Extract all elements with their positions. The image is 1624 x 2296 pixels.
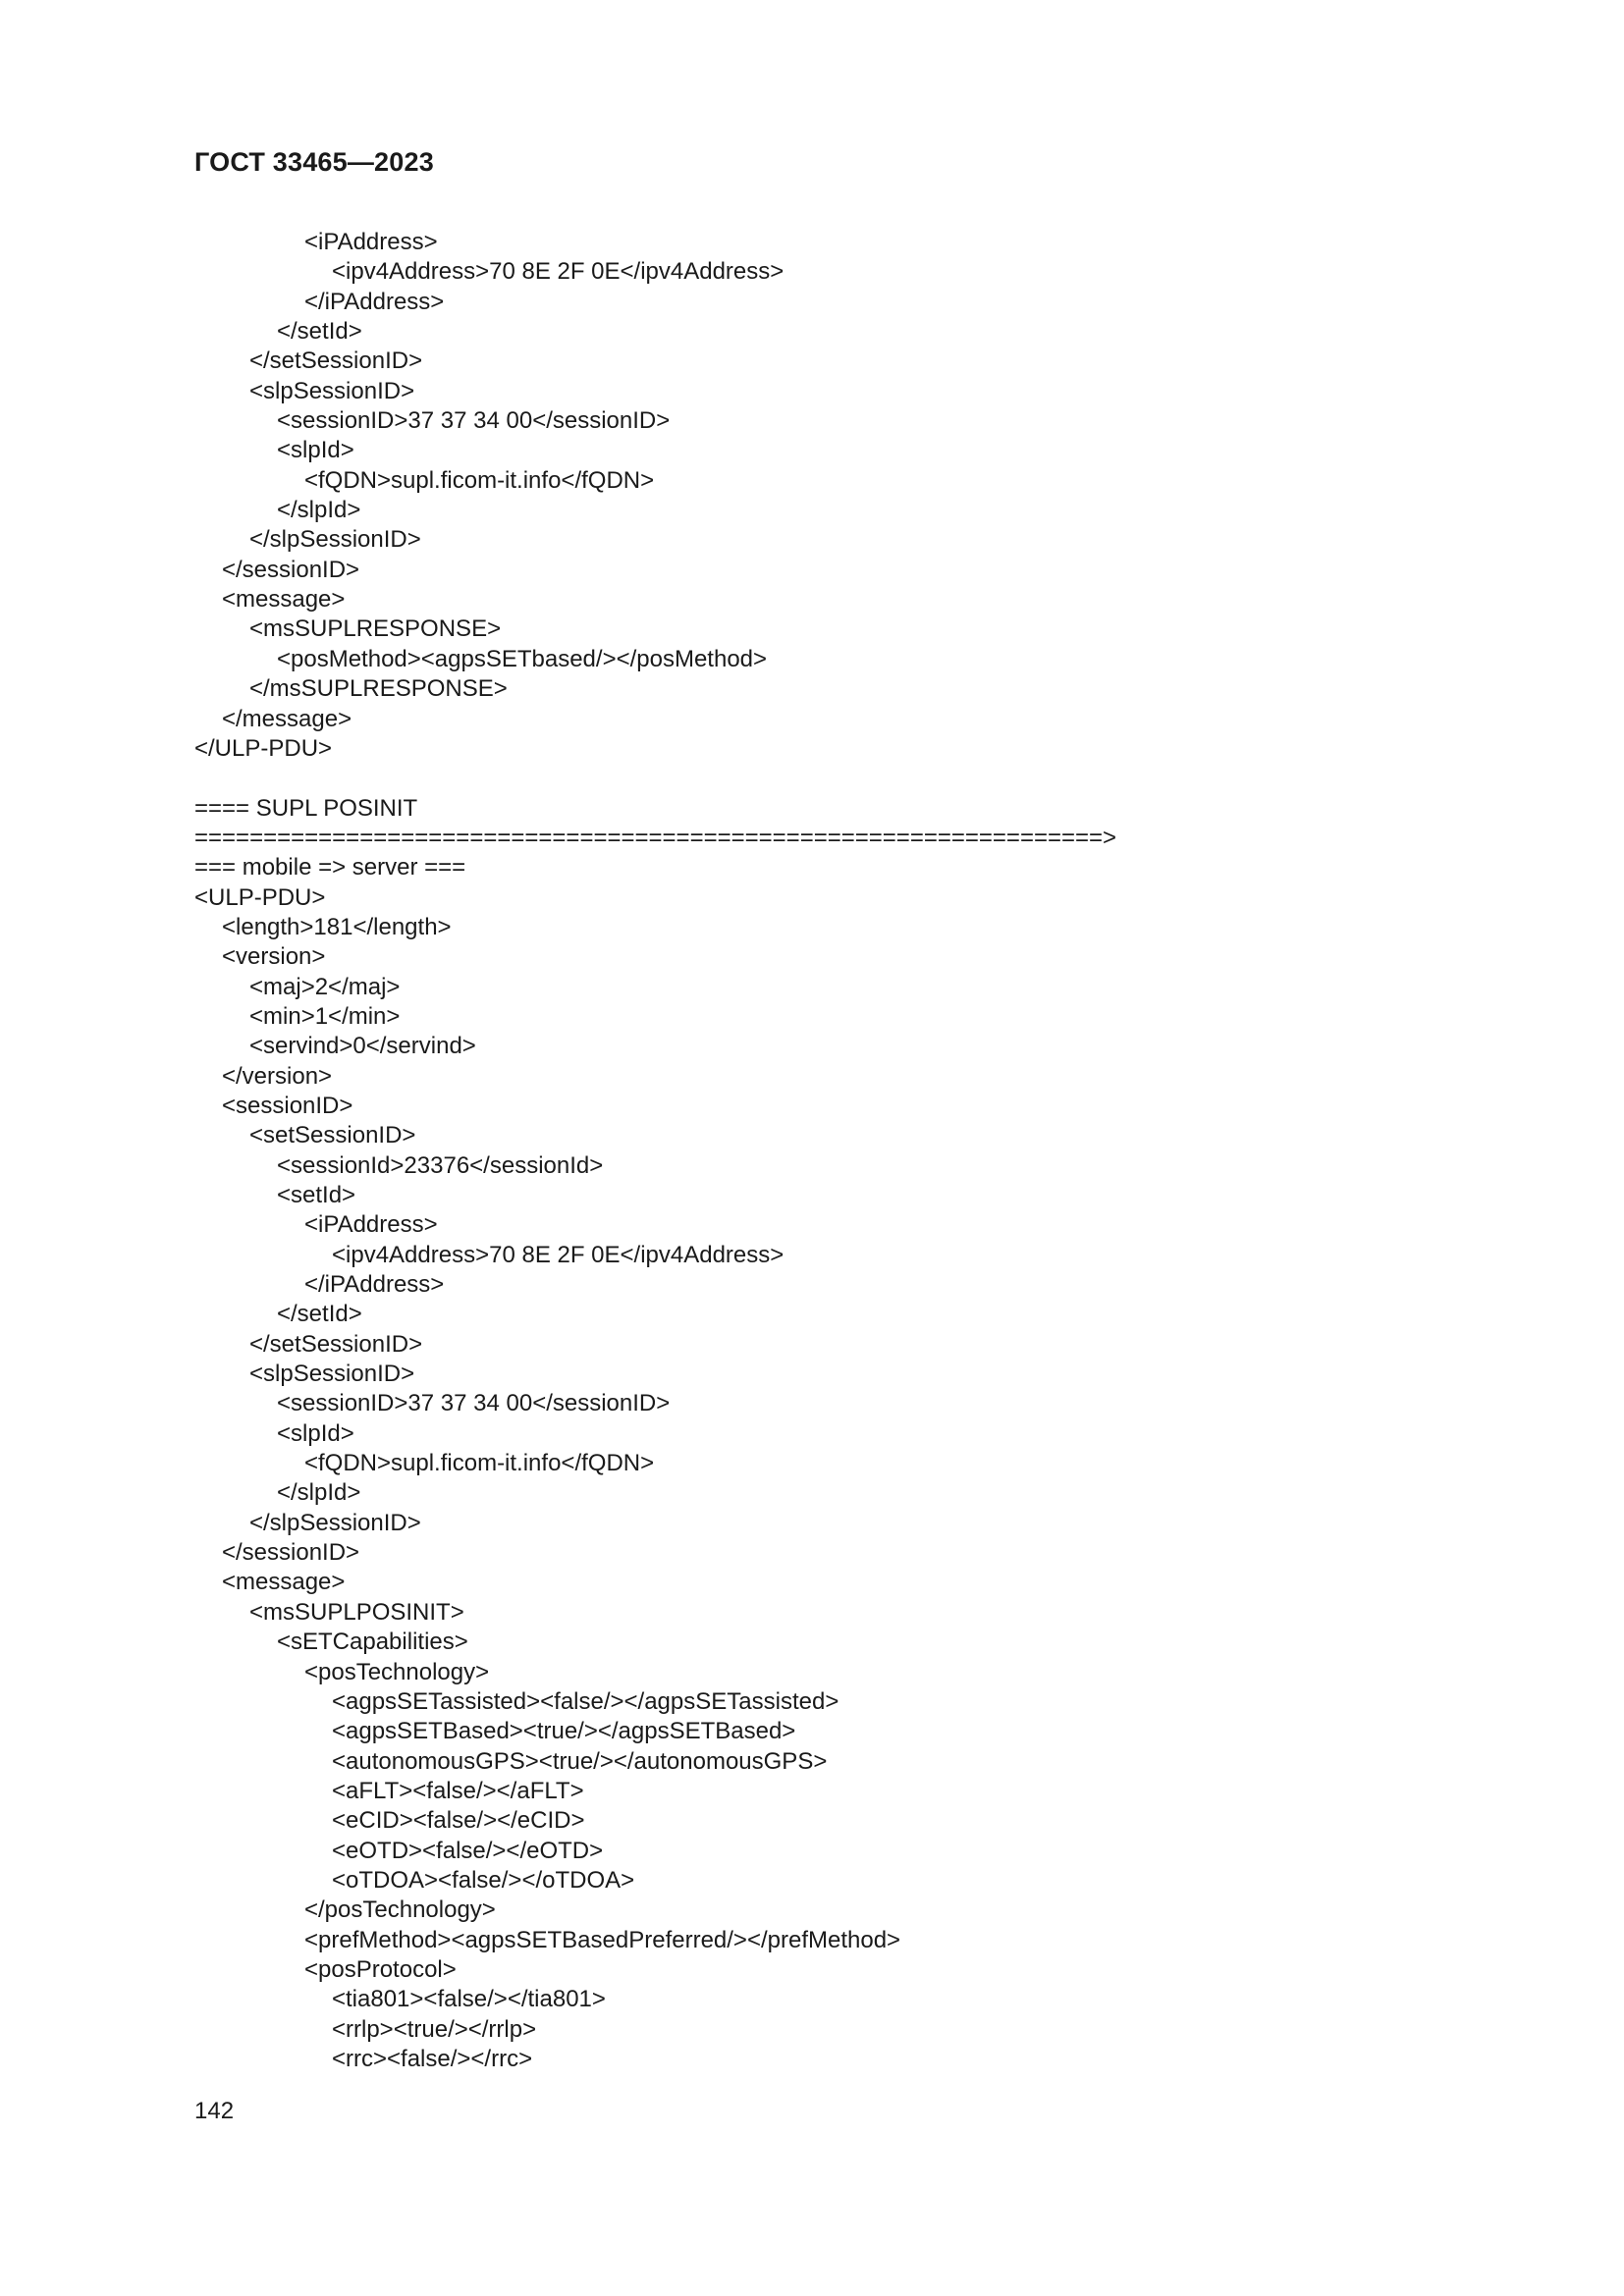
code-line: <rrc><false/></rrc> <box>332 2045 533 2072</box>
code-line: <agpsSETBased><true/></agpsSETBased> <box>332 1718 796 1745</box>
code-line: </sessionID> <box>222 1539 360 1567</box>
code-line: <posProtocol> <box>304 1955 457 1983</box>
code-line: <length>181</length> <box>222 913 452 940</box>
code-line: <slpId> <box>277 1419 354 1447</box>
code-line: <posTechnology> <box>304 1658 490 1685</box>
code-line: </setId> <box>277 318 362 346</box>
code-line: <tia801><false/></tia801> <box>332 1986 606 2013</box>
code-line: </version> <box>222 1062 333 1090</box>
code-line: <sessionID>37 37 34 00</sessionID> <box>277 407 671 435</box>
code-line: <slpSessionID> <box>249 377 415 404</box>
code-line: <slpSessionID> <box>249 1361 415 1388</box>
code-line: </setSessionID> <box>249 347 423 375</box>
code-line: </sessionID> <box>222 556 360 583</box>
code-line: <ipv4Address>70 8E 2F 0E</ipv4Address> <box>332 258 785 286</box>
code-line: </msSUPLRESPONSE> <box>249 675 508 703</box>
code-line: </message> <box>222 705 352 732</box>
code-line: <message> <box>222 1569 346 1596</box>
code-line: </setId> <box>277 1301 362 1328</box>
code-line <box>194 764 1471 793</box>
code-line: <slpId> <box>277 437 354 464</box>
code-line: <msSUPLPOSINIT> <box>249 1598 464 1626</box>
code-line: <maj>2</maj> <box>249 973 401 1000</box>
code-line: <sessionID>37 37 34 00</sessionID> <box>277 1390 671 1417</box>
code-line: <sessionId>23376</sessionId> <box>277 1151 604 1179</box>
code-line: </iPAddress> <box>304 1271 445 1299</box>
code-line: <fQDN>supl.ficom-it.info</fQDN> <box>304 1450 655 1477</box>
code-line: <eCID><false/></eCID> <box>332 1807 585 1835</box>
code-line: <msSUPLRESPONSE> <box>249 615 502 643</box>
code-line: <setSessionID> <box>249 1122 416 1149</box>
code-line: <autonomousGPS><true/></autonomousGPS> <box>332 1747 828 1775</box>
code-line: <sessionID> <box>222 1092 353 1119</box>
code-line: </ULP-PDU> <box>194 734 333 762</box>
code-line: </slpId> <box>277 1479 361 1507</box>
code-line: <ipv4Address>70 8E 2F 0E</ipv4Address> <box>332 1241 785 1268</box>
code-line: <iPAddress> <box>304 229 438 255</box>
code-line: ==== SUPL POSINIT <box>194 794 418 822</box>
code-line: </setSessionID> <box>249 1330 423 1358</box>
code-line: </slpId> <box>277 497 361 524</box>
code-line: <message> <box>222 586 346 614</box>
code-line: <eOTD><false/></eOTD> <box>332 1837 604 1864</box>
code-line: <prefMethod><agpsSETBasedPreferred/></prefMethod> <box>304 1926 901 1953</box>
code-line: ==================================================================> <box>194 824 1117 851</box>
code-line: <min>1</min> <box>249 1002 401 1030</box>
code-line: <servind>0</servind> <box>249 1033 476 1060</box>
code-line: <oTDOA><false/></oTDOA> <box>332 1866 635 1894</box>
code-line: </posTechnology> <box>304 1896 496 1924</box>
code-line: === mobile => server === <box>194 854 466 881</box>
code-line: </slpSessionID> <box>249 526 421 554</box>
code-line: </iPAddress> <box>304 288 445 315</box>
code-line: <agpsSETassisted><false/></agpsSETassisted> <box>332 1687 839 1715</box>
code-line: </slpSessionID> <box>249 1509 421 1536</box>
code-line: <version> <box>222 943 326 971</box>
code-line: <rrlp><true/></rrlp> <box>332 2015 537 2043</box>
xml-code-listing <box>194 228 1471 2074</box>
page-header: ГОСТ 33465—2023 <box>194 147 434 177</box>
code-line: <sETCapabilities> <box>277 1629 468 1656</box>
code-line: <iPAddress> <box>304 1211 438 1239</box>
code-line: <fQDN>supl.ficom-it.info</fQDN> <box>304 466 655 494</box>
code-line: <setId> <box>277 1182 356 1208</box>
code-line: <aFLT><false/></aFLT> <box>332 1777 584 1804</box>
code-line: <posMethod><agpsSETbased/></posMethod> <box>277 645 768 672</box>
page-number: 142 <box>194 2098 235 2124</box>
code-line: <ULP-PDU> <box>194 883 326 911</box>
